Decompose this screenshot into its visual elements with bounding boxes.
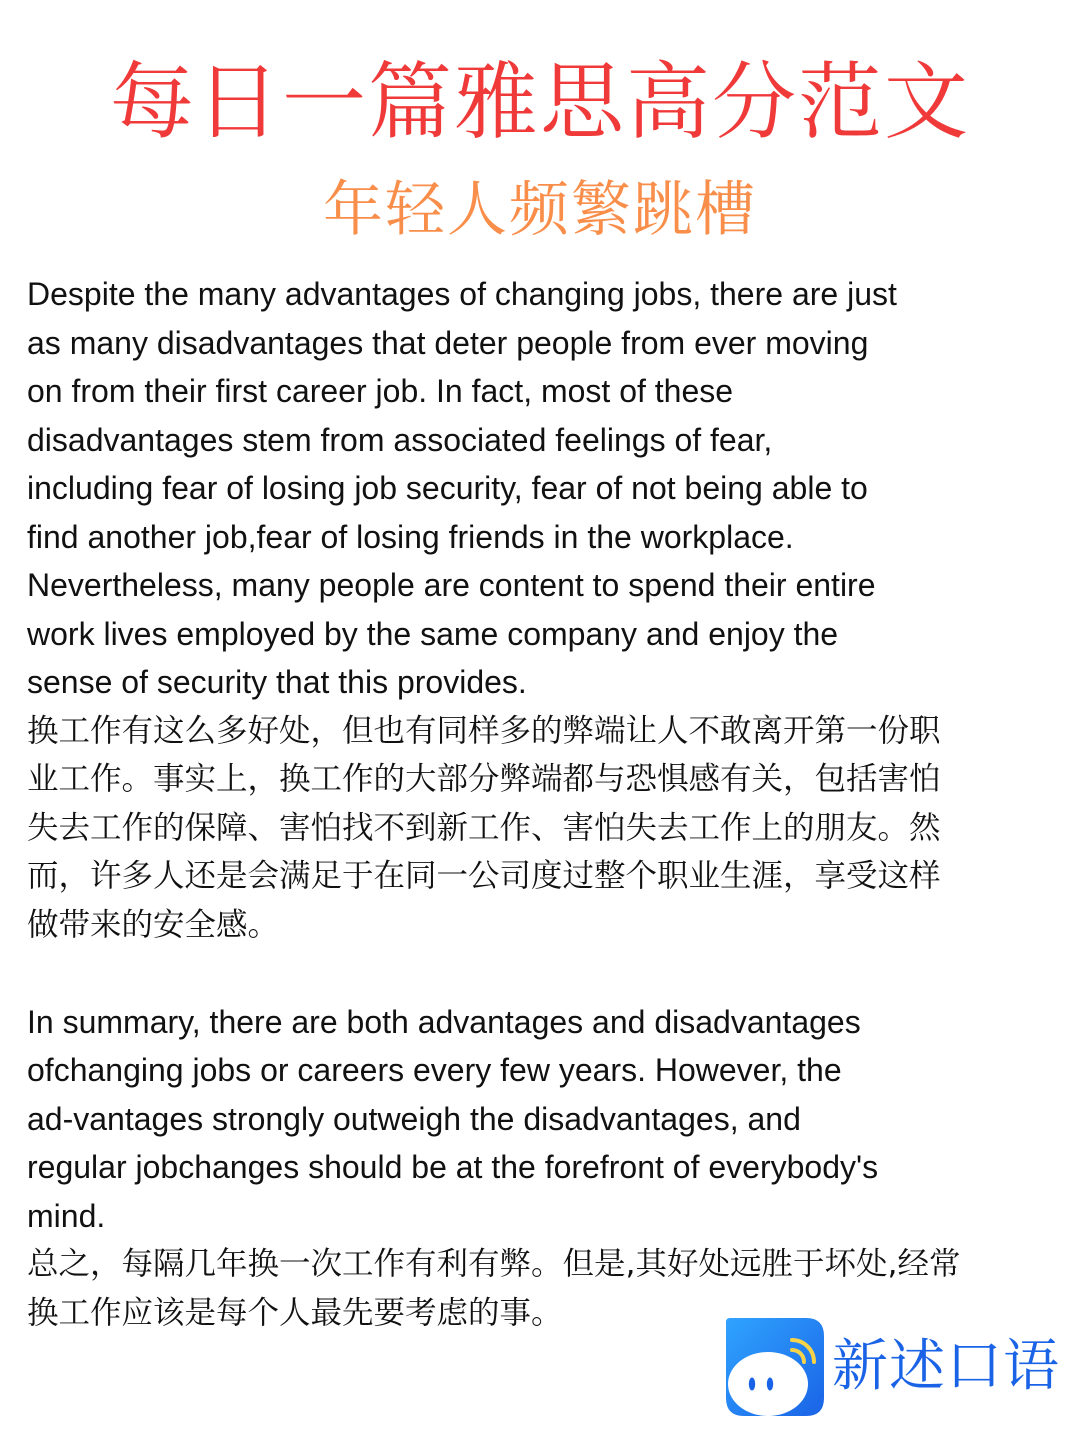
- paragraph-english-2: In summary, there are both advantages and disadvantages ofchanging jobs or careers every few years. However, the ad-vantages strongly outweigh the disadvantages, and regular jobchanges should be at the forefront of everybody's mind.: [27, 1003, 879, 1234]
- chat-bubble-robot-logo-icon: [722, 1314, 828, 1420]
- paragraph-english-1: Despite the many advantages of changing jobs, there are just as many disadvantages that deter people from ever moving on from their first career job. In fact, most of these disadvantages stem from associated feelings of fear, including fear of losing job security, fear of not being able to find another job,fear of losing friends in the workplace. Nevertheless, many people are content to spend their entire work lives employed by the same company and enjoy the sense of security that this provides.: [27, 276, 897, 700]
- brand-name: 新述口语: [832, 1334, 1060, 1399]
- article-body: [27, 270, 1057, 1337]
- page-title: 每日一篇雅思高分范文: [109, 53, 970, 151]
- page-subtitle: 年轻人频繁跳槽: [323, 175, 757, 245]
- brand-watermark: [722, 1312, 1060, 1422]
- paragraph-chinese-2: 总之，每隔几年换一次工作有利有弊。但是,其好处远胜于坏处,经常 换工作应该是每个人最先要考虑的事。: [27, 1246, 961, 1331]
- paragraph-spacer: [27, 949, 1057, 998]
- paragraph-chinese-1: 换工作有这么多好处，但也有同样多的弊端让人不敢离开第一份职 业工作。事实上，换工作的大部分弊端都与恐惧感有关，包括害怕 失去工作的保障、害怕找不到新工作、害怕失去工作上的朋友。然 而，许多人还是会满足于在同一公司度过整个职业生涯，享受这样 做带来的安全感。: [27, 712, 941, 943]
